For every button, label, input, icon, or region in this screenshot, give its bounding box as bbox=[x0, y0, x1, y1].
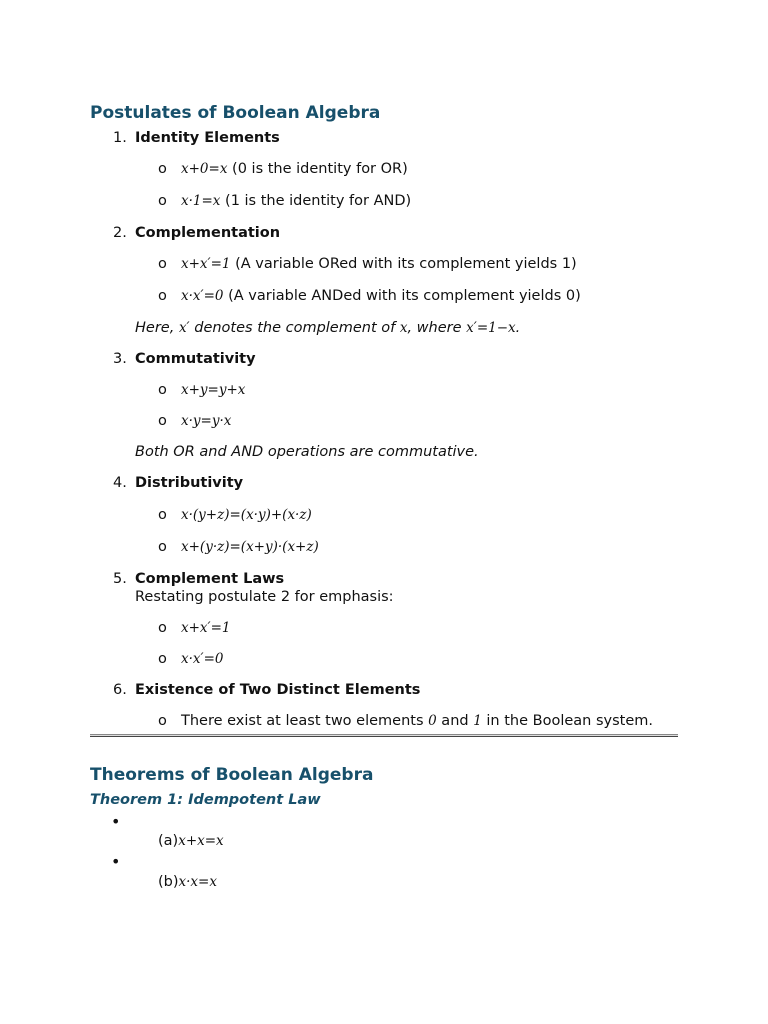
item-text: (A variable ORed with its complement yields 1) bbox=[230, 256, 577, 272]
list-item bbox=[158, 256, 577, 272]
postulate-title: Existence of Two Distinct Elements bbox=[135, 682, 421, 698]
item-text: and bbox=[436, 713, 474, 729]
list-marker: o bbox=[158, 539, 167, 555]
item-label: (b) bbox=[158, 874, 179, 890]
item-text: (0 is the identity for OR) bbox=[227, 161, 408, 177]
list-item bbox=[158, 507, 312, 523]
list-item bbox=[158, 651, 223, 667]
math-expression: x′ bbox=[178, 320, 190, 336]
list-marker: o bbox=[158, 288, 167, 304]
math-expression: x+y=y+x bbox=[181, 382, 246, 398]
bullet-icon: • bbox=[111, 852, 121, 871]
list-marker: o bbox=[158, 413, 167, 429]
list-marker: o bbox=[158, 161, 167, 177]
list-marker: o bbox=[158, 256, 167, 272]
horizontal-divider bbox=[90, 734, 678, 737]
list-number: 4. bbox=[113, 475, 127, 491]
item-text: in the Boolean system. bbox=[481, 713, 653, 729]
math-expression: x·1=x bbox=[181, 193, 221, 209]
note-fragment: Here, bbox=[135, 320, 179, 336]
theorems-heading: Theorems of Boolean Algebra bbox=[90, 765, 374, 785]
note-fragment: . bbox=[515, 320, 521, 336]
postulates-heading: Postulates of Boolean Algebra bbox=[90, 103, 381, 123]
intro-text: Restating postulate 2 for emphasis: bbox=[135, 589, 394, 605]
math-expression: x+x′=1 bbox=[181, 256, 231, 272]
list-item bbox=[158, 620, 231, 636]
list-number: 3. bbox=[113, 351, 127, 367]
note-text: Both OR and AND operations are commutative. bbox=[135, 444, 479, 460]
math-expression: 1 bbox=[473, 713, 482, 729]
math-expression: x·x=x bbox=[178, 874, 217, 890]
note-fragment: denotes the complement of bbox=[189, 320, 400, 336]
list-marker: o bbox=[158, 193, 167, 209]
postulate-title: Distributivity bbox=[135, 475, 244, 491]
postulate-title: Commutativity bbox=[135, 351, 256, 367]
list-marker: o bbox=[158, 507, 167, 523]
theorem-title: Theorem 1: Idempotent Law bbox=[90, 792, 321, 808]
note-fragment: , where bbox=[407, 320, 467, 336]
math-expression: 0 bbox=[428, 713, 437, 729]
bullet-icon: • bbox=[111, 812, 121, 831]
list-item bbox=[158, 413, 231, 429]
list-number: 5. bbox=[113, 571, 127, 587]
list-item bbox=[158, 161, 408, 177]
postulate-title: Identity Elements bbox=[135, 130, 280, 146]
list-number: 1. bbox=[113, 130, 127, 146]
list-item bbox=[158, 539, 319, 555]
math-expression: x·y=y·x bbox=[181, 413, 232, 429]
list-item bbox=[158, 874, 217, 890]
math-expression: x+x=x bbox=[178, 833, 224, 849]
list-item bbox=[158, 833, 224, 849]
math-expression: x·(y+z)=(x·y)+(x·z) bbox=[181, 507, 312, 523]
list-marker: o bbox=[158, 713, 167, 729]
list-item bbox=[158, 713, 653, 729]
math-expression: x·x′=0 bbox=[181, 651, 224, 667]
math-expression: x+x′=1 bbox=[181, 620, 231, 636]
item-text: There exist at least two elements bbox=[181, 713, 429, 729]
list-marker: o bbox=[158, 651, 167, 667]
list-marker: o bbox=[158, 382, 167, 398]
list-item bbox=[158, 288, 581, 304]
list-number: 2. bbox=[113, 225, 127, 241]
list-item bbox=[158, 382, 245, 398]
postulate-title: Complementation bbox=[135, 225, 281, 241]
math-expression: x′=1−x bbox=[466, 320, 516, 336]
note-text bbox=[135, 320, 520, 336]
list-marker: o bbox=[158, 620, 167, 636]
item-text: (1 is the identity for AND) bbox=[220, 193, 412, 209]
math-expression: x+0=x bbox=[181, 161, 228, 177]
math-expression: x·x′=0 bbox=[181, 288, 224, 304]
item-label: (a) bbox=[158, 833, 179, 849]
item-text: (A variable ANDed with its complement yields 0) bbox=[223, 288, 581, 304]
list-number: 6. bbox=[113, 682, 127, 698]
postulate-title: Complement Laws bbox=[135, 571, 285, 587]
math-expression: x bbox=[399, 320, 408, 336]
list-item bbox=[158, 193, 411, 209]
math-expression: x+(y·z)=(x+y)·(x+z) bbox=[181, 539, 319, 555]
